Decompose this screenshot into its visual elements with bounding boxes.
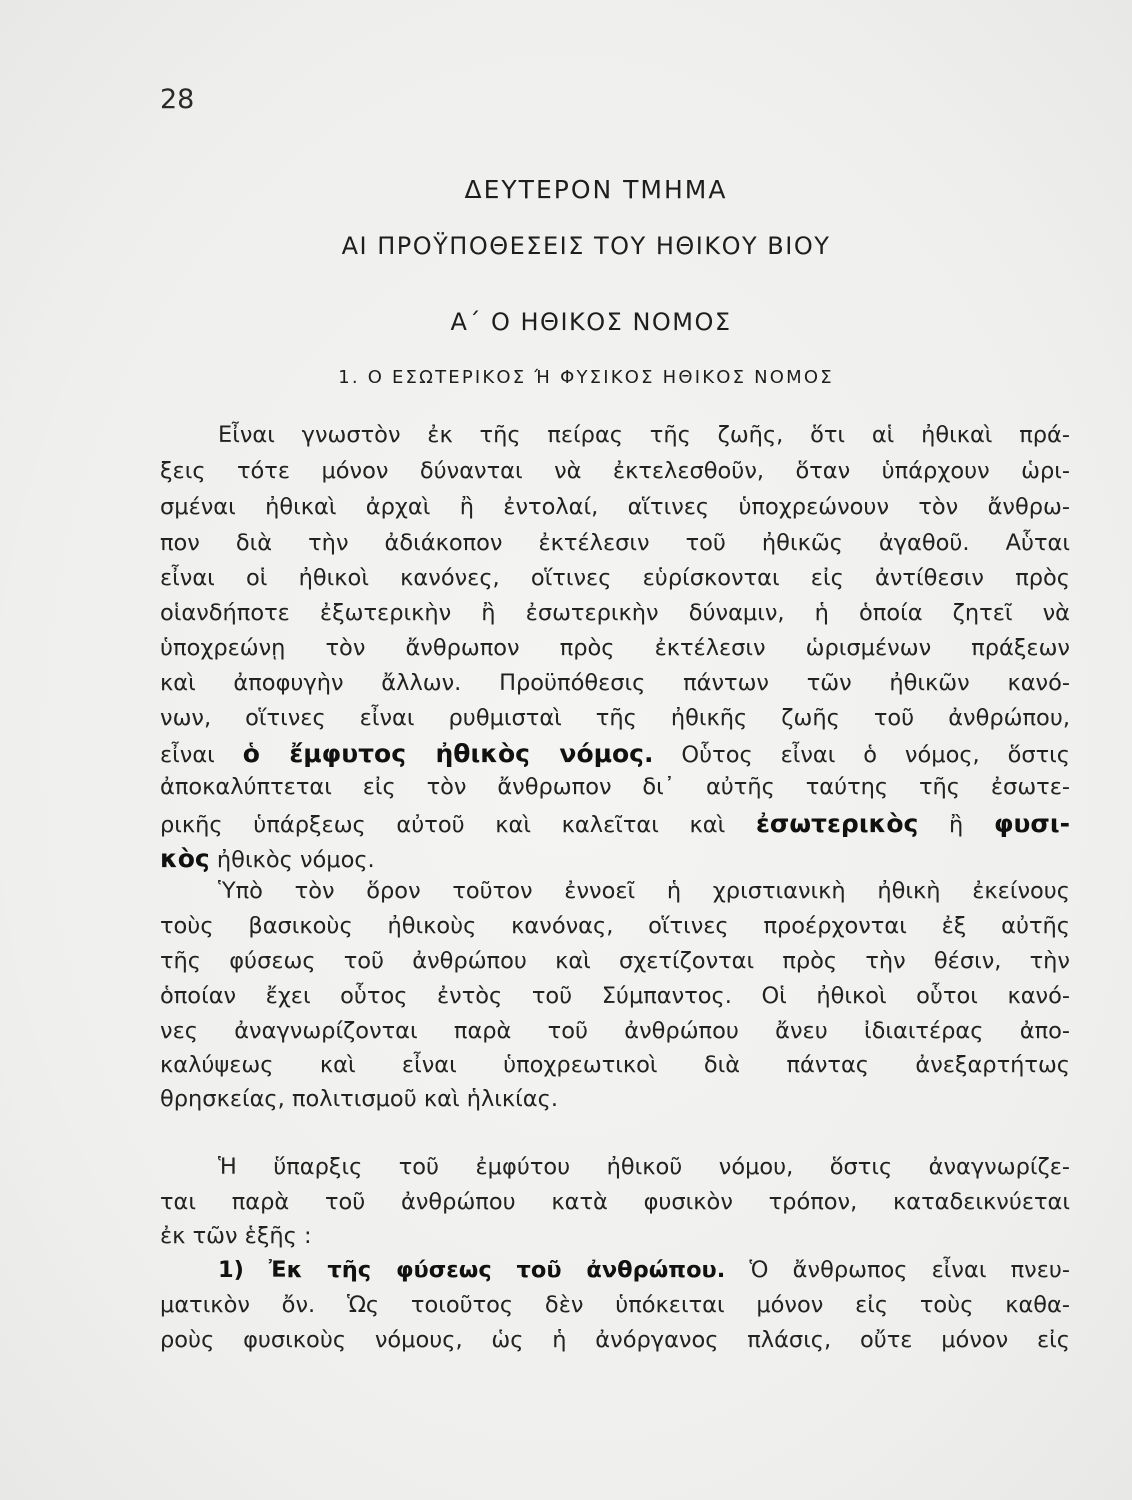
paragraph-3-line: ἐκ τῶν ἑξῆς : <box>160 1223 312 1249</box>
paragraph-1-line: πον διὰ τὴν ἀδιάκοπον ἐκτέλεσιν τοῦ ἠθικῶς ἀγαθοῦ. Αὗται <box>160 530 1070 556</box>
paragraph-2-line: ὁποίαν ἔχει οὗτος ἐντὸς τοῦ Σύμπαντος. Οἱ ἠθικοὶ οὗτοι κανό- <box>160 983 1070 1009</box>
paragraph-1-line: ὑποχρεώνῃ τὸν ἄνθρωπον πρὸς ἐκτέλεσιν ὡρισμένων πράξεων <box>160 635 1070 661</box>
paragraph-4-line: ματικὸν ὄν. Ὡς τοιοῦτος δὲν ὑπόκειται μόνον εἰς τοὺς καθα- <box>160 1292 1070 1318</box>
paragraph-1-line: σμέναι ἠθικαὶ ἀρχαὶ ἢ ἐντολαί, αἵτινες ὑποχρεώνουν τὸν ἄνθρω- <box>160 494 1070 520</box>
part-heading: ΑΙ ΠΡΟΫΠΟΘΕΣΕΙΣ ΤΟΥ ΗΘΙΚΟΥ ΒΙΟΥ <box>341 232 831 260</box>
emphasized-term: φυσι- <box>993 809 1070 838</box>
paragraph-1-line: οἱανδήποτε ἐξωτερικὴν ἢ ἐσωτερικὴν δύναμιν, ἡ ὁποία ζητεῖ νὰ <box>160 600 1070 626</box>
numbered-point-heading: 1) Ἐκ τῆς φύσεως τοῦ ἀνθρώπου. <box>218 1257 726 1283</box>
subchapter-heading: 1. Ο ΕΣΩΤΕΡΙΚΟΣ Ή ΦΥΣΙΚΟΣ ΗΘΙΚΟΣ ΝΟΜΟΣ <box>338 367 834 388</box>
paragraph-4-line: ροὺς φυσικοὺς νόμους, ὡς ἡ ἀνόργανος πλάσις, οὔτε μόνον εἰς <box>160 1327 1070 1353</box>
paragraph-3-line: Ἡ ὕπαρξις τοῦ ἐμφύτου ἠθικοῦ νόμου, ὅστις ἀναγνωρίζε- <box>218 1154 1070 1180</box>
text-run: ἢ <box>918 812 994 838</box>
text-run: Οὗτος εἶναι ὁ νόμος, ὅστις <box>653 742 1070 768</box>
paragraph-1-line: καὶ ἀποφυγὴν ἄλλων. Προϋπόθεσις πάντων τῶν ἠθικῶν κανό- <box>160 670 1070 696</box>
paragraph-1-line: εἶναι οἱ ἠθικοὶ κανόνες, οἵτινες εὑρίσκονται εἰς ἀντίθεσιν πρὸς <box>160 565 1070 591</box>
paragraph-2-line: τοὺς βασικοὺς ἠθικοὺς κανόνας, οἵτινες προέρχονται ἐξ αὐτῆς <box>160 913 1070 939</box>
paragraph-1-line: ξεις τότε μόνον δύνανται νὰ ἐκτελεσθοῦν, ὅταν ὑπάρχουν ὡρι- <box>160 458 1070 484</box>
paragraph-1-line: νων, οἵτινες εἶναι ρυθμισταὶ τῆς ἠθικῆς ζωῆς τοῦ ἀνθρώπου, <box>160 705 1070 731</box>
text-run: ἠθικὸς νόμος. <box>209 847 375 873</box>
paragraph-1-line: ἀποκαλύπτεται εἰς τὸν ἄνθρωπον δι᾽ αὐτῆς ταύτης τῆς ἐσωτε- <box>160 774 1070 800</box>
paragraph-2-line: καλύψεως καὶ εἶναι ὑποχρεωτικοὶ διὰ πάντας ἀνεξαρτήτως <box>160 1052 1070 1078</box>
paragraph-2-line: θρησκείας, πολιτισμοῦ καὶ ἡλικίας. <box>160 1086 558 1112</box>
paragraph-2-line: Ὑπὸ τὸν ὅρον τοῦτον ἐννοεῖ ἡ χριστιανικὴ ἠθικὴ ἐκείνους <box>218 878 1070 904</box>
paragraph-1-line <box>160 846 1070 872</box>
page-number: 28 <box>160 84 195 115</box>
paragraph-1-line <box>160 741 1070 767</box>
text-run: εἶναι <box>160 742 243 768</box>
paragraph-2-line: τῆς φύσεως τοῦ ἀνθρώπου καὶ σχετίζονται πρὸς τὴν θέσιν, τὴν <box>160 948 1070 974</box>
paragraph-4-line <box>218 1259 1070 1282</box>
text-run: ρικῆς ὑπάρξεως αὐτοῦ καὶ καλεῖται καὶ <box>160 812 756 838</box>
paragraph-1-line <box>160 811 1070 837</box>
emphasized-term: κὸς <box>160 844 210 873</box>
emphasized-term: ἐσωτερικὸς <box>755 809 919 838</box>
paragraph-1-line: Εἶναι γνωστὸν ἐκ τῆς πείρας τῆς ζωῆς, ὅτι αἱ ἠθικαὶ πρά- <box>218 422 1070 448</box>
emphasized-term: ὁ ἔμφυτος ἠθικὸς νόμος. <box>242 739 654 768</box>
text-run: Ὁ ἄνθρωπος εἶναι πνευ- <box>725 1257 1070 1283</box>
paragraph-3-line: ται παρὰ τοῦ ἀνθρώπου κατὰ φυσικὸν τρόπον, καταδεικνύεται <box>160 1189 1070 1215</box>
paragraph-2-line: νες ἀναγνωρίζονται παρὰ τοῦ ἀνθρώπου ἄνευ ἰδιαιτέρας ἀπο- <box>160 1018 1070 1044</box>
chapter-heading: Α΄ Ο ΗΘΙΚΟΣ ΝΟΜΟΣ <box>450 308 732 336</box>
section-heading: ΔΕΥΤΕΡΟΝ ΤΜΗΜΑ <box>464 175 728 204</box>
